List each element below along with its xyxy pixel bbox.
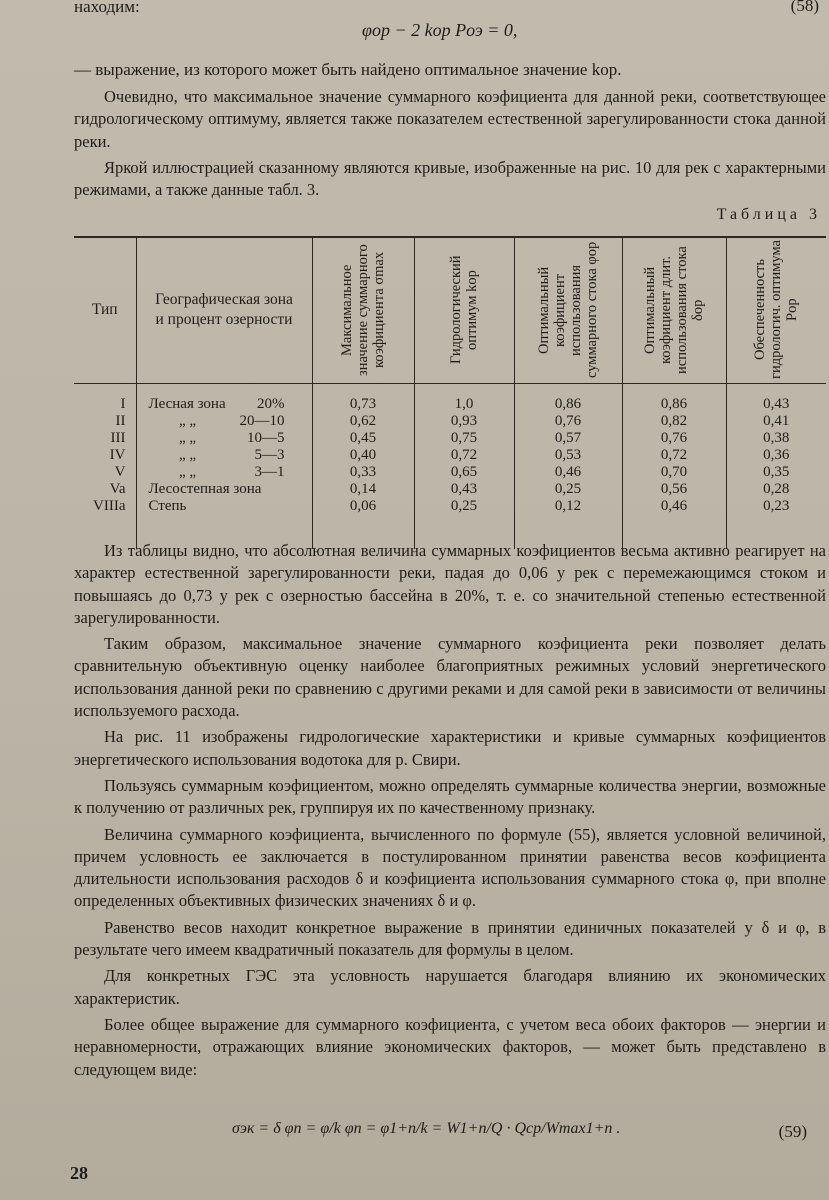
table-row: IV „ „ 5—3 0,40 0,72 0,53 0,72 0,36 [74,447,826,464]
paragraph-economics: Для конкретных ГЭС эта условность нарушается благодаря влиянию их экономических характеристик. [74,966,826,1008]
table-row: VIIIa Степь 0,06 0,25 0,12 0,46 0,23 [74,498,826,549]
lead-in-text: находим: [74,0,140,16]
paragraph-energy-amounts: Пользуясь суммарным коэфициентом, можно определять суммарные количества энергии, возможные к получению от различных рек, группируя их по качественному признаку. [74,775,826,818]
paragraph-conclusion: Таким образом, максимальное значение суммарного коэфициента реки позволяет делать сравнительную объективную оценку наиболее благоприятных режимных условий энергетического использования данной реки по сравнению с другими реками и для самой реки в зависимости от величины используемого расхода. [74,634,826,721]
table-3 [74,236,826,549]
formula-number-59: (59) [778,1122,807,1141]
header-type: Тип [74,237,136,383]
formula-59: σэк = δ φn = φ/k φn = φ1+n/k = W1+n/Q · Qср/Wmax1+n . [232,1120,621,1137]
table-caption: Таблица 3 [716,206,821,223]
table-header-row [74,237,826,383]
paragraph-table-analysis: Из таблицы видно, что абсолютная величина суммарных коэфициентов весьма активно реагирует на характер естественной зарегулированности реки, падая до 0,06 у рек с перемежающимся стоком и повышаясь до 0,73 у рек с озерностью бассейна в 20%, т. е. со значительной степенью естественной зарегулированности. [74,541,826,627]
header-sigma-max: Максимальное значение суммарного коэфициента σmax [312,237,414,383]
header-k-or: Гидрологический оптимум kор [414,237,514,383]
paragraph-general-expression: Более общее выражение для суммарного коэфициента, с учетом веса обоих факторов — энергии и неравномерности, отражающих влияние экономических факторов, — может быть представлено в следующем виде: [74,1014,826,1079]
header-zone: Географическая зона и процент озерности [136,237,312,383]
paragraph-illustration: Яркой иллюстрацией сказанному являются кривые, изображенные на рис. 10 для рек с характерными режимами, а также данные табл. 3. [74,157,826,200]
equation-58: φор − 2 kор Pоэ = 0, [362,20,518,40]
body-paragraphs [74,540,826,1085]
header-delta-or: Оптимальный коэфициент длит. использования стока δор [622,237,726,383]
header-phi-or: Оптимальный коэфициент использования суммарного стока φор [514,237,622,383]
paragraph-fig11: На рис. 11 изображены гидрологические характеристики и кривые суммарных коэфициентов энергетического использования водотока для р. Свири. [74,727,826,769]
table-row: III „ „ 10—5 0,45 0,75 0,57 0,76 0,38 [74,430,826,447]
equation-explanation: — выражение, из которого может быть найдено оптимальное значение kор. [74,60,622,79]
table-row: I Лесная зона 20% 0,73 1,0 0,86 0,86 0,43 [74,383,826,413]
paragraph-conditionality: Величина суммарного коэфициента, вычисленного по формуле (55), является условной величиной, причем условность ее заключается в постулированном принятии равенства весов коэфициента длительности использования расходов δ и коэфициента использования суммарного стока φ, при вполне определенных объективных физических значениях δ и φ. [74,824,826,911]
table-row: II „ „ 20—10 0,62 0,93 0,76 0,82 0,41 [74,413,826,430]
equation-number-58: (58) [790,0,819,15]
paragraph-optimum: Очевидно, что максимальное значение суммарного коэфициента для данной реки, соответствующее гидрологическому оптимуму, является также показателем естественной зарегулированности стока данной реки. [74,87,826,151]
intro-paragraphs [74,86,826,205]
paragraph-equal-weights: Равенство весов находит конкретное выражение в принятии единичных показателей у δ и φ, в результате чего имеем квадратичный показатель для формулы в целом. [74,917,826,960]
table-row: Va Лесостепная зона 0,14 0,43 0,25 0,56 0,28 [74,481,826,498]
header-p-or: Обеспеченность гидрологич. оптимума Pор [726,237,826,383]
page-number: 28 [70,1163,88,1183]
table-row: V „ „ 3—1 0,33 0,65 0,46 0,70 0,35 [74,464,826,481]
